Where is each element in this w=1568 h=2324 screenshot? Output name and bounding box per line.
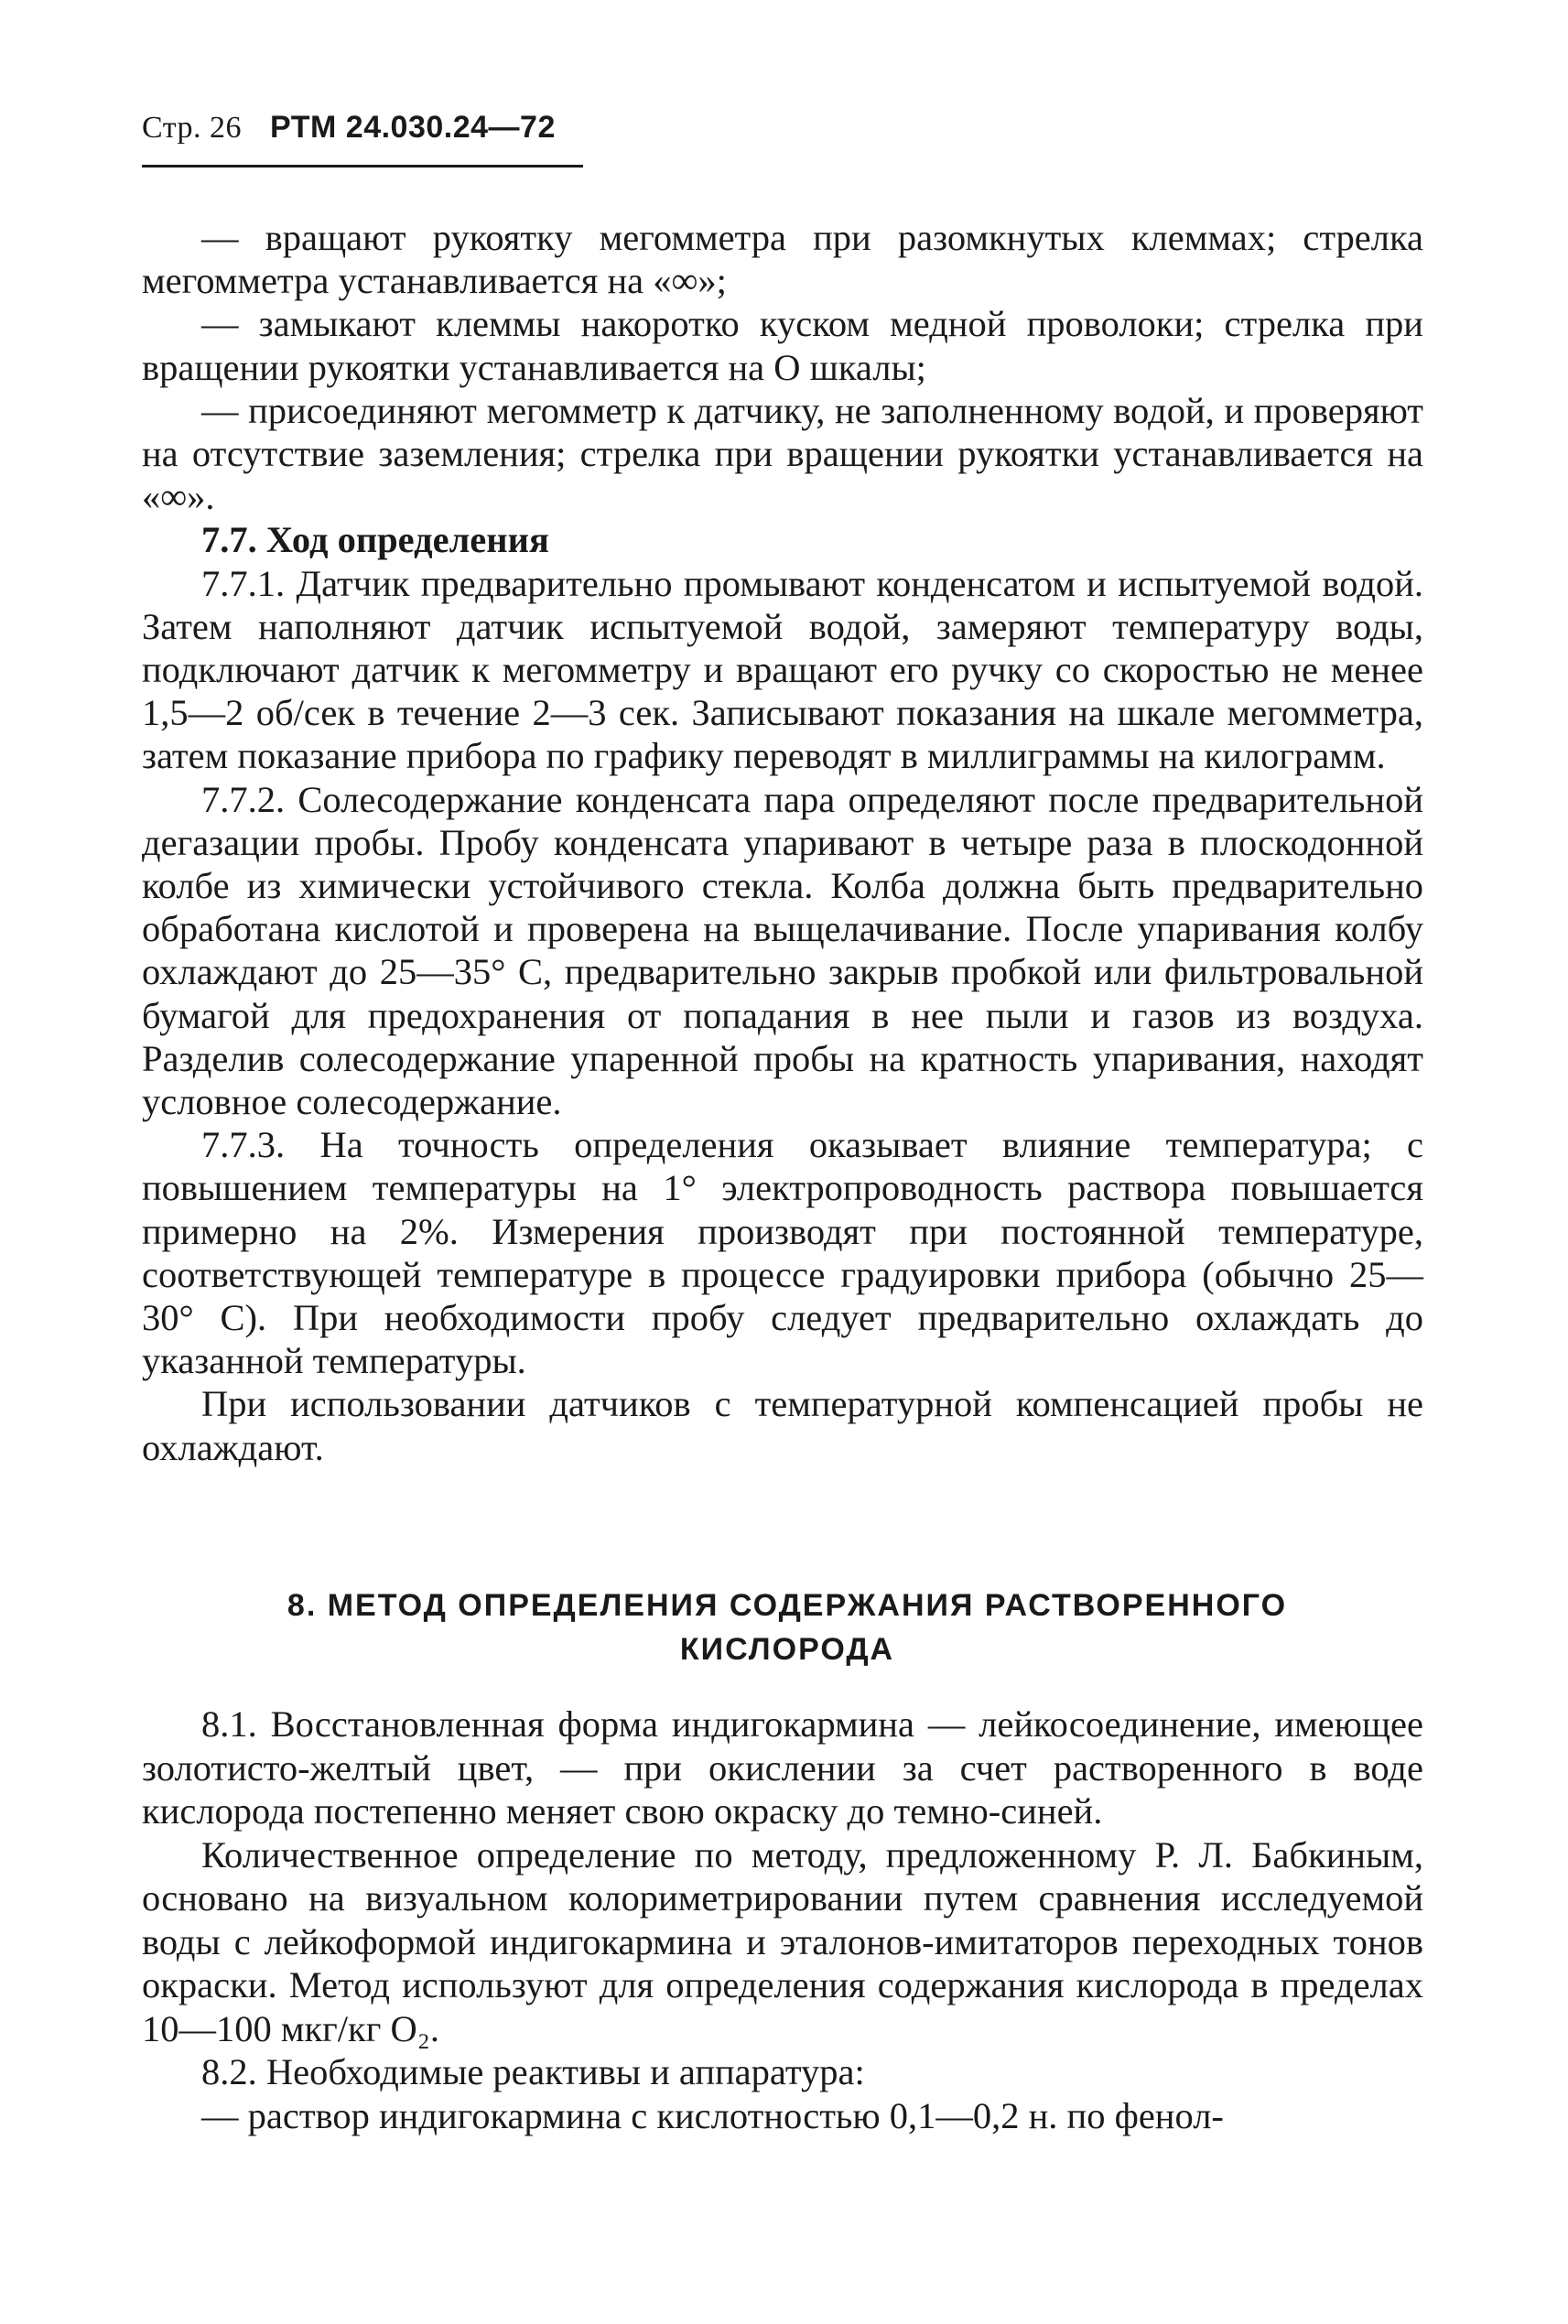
paragraph-megger-ground: — присоединяют мегомметр к датчику, не заполненному водой, и проверяют на отсутствие заземления; стрелка при вращении рукоятки устанавливается на «∞». [142, 389, 1423, 518]
header-rule [142, 165, 583, 168]
paragraph-8-2: 8.2. Необходимые реактивы и аппаратура: [201, 2051, 865, 2092]
section-8-title-line1: 8. МЕТОД ОПРЕДЕЛЕНИЯ СОДЕРЖАНИЯ РАСТВОРЕННОГО [287, 1588, 1288, 1623]
body-text-lower [142, 1702, 1423, 2137]
paragraph-8-2-item: — раствор индигокармина с кислотностью 0,1—0,2 н. по фенол- [201, 2094, 1224, 2136]
paragraph-8-1-method: Количественное определение по методу, предложенному Р. Л. Бабкиным, основано на визуальном колориметрировании путем сравнения исследуемой воды с лейкоформой индигокармина и эталонов-имитаторов переходных тонов окраски. Метод используют для определения содержания кислорода в пределах 10—100 мкг/кг O₂. [142, 1833, 1423, 2049]
paragraph-7-7-3-note: При использовании датчиков с температурной компенсацией пробы не охлаждают. [142, 1383, 1423, 1468]
page-number: Стр. 26 [142, 111, 243, 145]
subsection-heading-7-7: 7.7. Ход определения [201, 519, 549, 561]
paragraph-8-1: 8.1. Восстановленная форма индигокармина — лейкосоединение, имеющее золотисто-желтый цвет, — при окислении за счет растворенного в воде кислорода постепенно меняет свою окраску до темно-синей. [142, 1703, 1423, 1832]
paragraph-7-7-1: 7.7.1. Датчик предварительно промывают конденсатом и испытуемой водой. Затем наполняют датчик испытуемой водой, замеряют температуру воды, подключают датчик к мегомметру и вращают его ручку со скоростью не менее 1,5—2 об/сек в течение 2—3 сек. Записывают показания на шкале мегомметра, затем показание прибора по графику переводят в миллиграммы на килограмм. [142, 562, 1423, 777]
body-text-upper [142, 216, 1423, 1469]
page-header [142, 110, 556, 146]
section-8-title-line2: КИСЛОРОДА [679, 1632, 895, 1667]
paragraph-7-7-2: 7.7.2. Солесодержание конденсата пара определяют после предварительной дегазации пробы. Пробу конденсата упаривают в четыре раза в плоскодонной колбе из химически устойчивого стекла. Колба должна быть предварительно обработана кислотой и проверена на выщелачивание. После упаривания колбу охлаждают до 25—35° С, предварительно закрыв пробкой или фильтровальной бумагой для предохранения от попадания в нее пыли и газов из воздуха. Разделив солесодержание упаренной пробы на кратность упаривания, находят условное солесодержание. [142, 778, 1423, 1123]
section-8-title [211, 1584, 1364, 1671]
paragraph-7-7-3: 7.7.3. На точность определения оказывает влияние температура; с повышением температуры на 1° электропроводность раствора повышается примерно на 2%. Измерения производят при постоянной температуре, соответствующей температуре в процессе градуировки прибора (обычно 25—30° С). При необходимости пробу следует предварительно охлаждать до указанной температуры. [142, 1124, 1423, 1382]
document-code: РТМ 24.030.24—72 [270, 110, 556, 145]
paragraph-megger-short: — замыкают клеммы накоротко куском медной проволоки; стрелка при вращении рукоятки устанавливается на О шкалы; [142, 303, 1423, 388]
paragraph-megger-open: — вращают рукоятку мегомметра при разомкнутых клеммах; стрелка мегомметра устанавливается на «∞»; [142, 217, 1423, 302]
